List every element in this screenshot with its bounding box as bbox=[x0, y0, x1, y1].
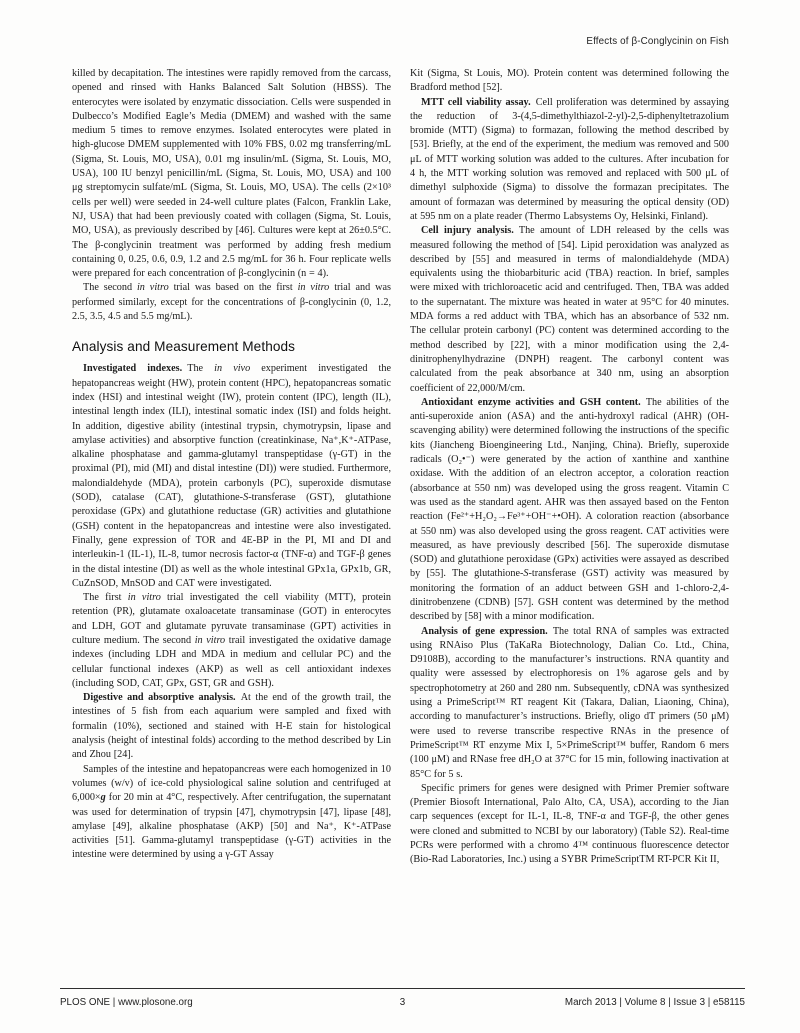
paragraph: Digestive and absorptive analysis. At the end of the growth trail, the intestines of 5 fish from each aquarium were sampled and fixed with formalin (10%), sectioned and stained with H-E stain for histological analysis (height of intestinal folds) according to the method described by Lin and Zhou [24]. bbox=[72, 692, 392, 761]
paragraph: Antioxidant enzyme activities and GSH content. The abilities of the anti-superoxide anion (ASA) and the anti-hydroxyl radical (AHR) (OH-scavenging ability) were determined following the instructions of the specific kits (Jiancheng Bioengineering Ltd., Nanjing, China). Briefly, superoxide radicals (O₂•⁻) were generated by the action of xanthine and xanthine oxidase. With the addition of an electron acceptor, a coloration reaction (absorbance at 550 nm) was developed using the gross reagent. Vitamin C was used as the standard agent. AHR was then assayed based on the Fenton reaction (Fe²⁺+H₂O₂→Fe³⁺+OH⁻+•OH). A coloration reaction (absorbance at 550 nm) was also developed using the gross reagent. CAT activities were measured, as have previously described [56]. The superoxide dismutase (SOD) and glutathione peroxidase (GPx) activities were assayed as described by [55]. The glutathione-S-transferase (GST) activity was measured by monitoring the formation of an adduct between GSH and 1-chloro-2,4-dinitrobenzene (CDNB) [57]. GSH content was determined by the method described by [58] with a minor modification. bbox=[410, 396, 729, 623]
styled-text-run: in vitro bbox=[136, 282, 169, 294]
paragraph: Investigated indexes. The in vivo experiment investigated the hepatopancreas weight (HW), protein content (HPC), hepatopancreas somatic index (HSI) and intestinal weight (IW), protein content (IPC), length (IL), intestinal length index (ILI), intestinal somatic index (ISI) and folds height. In addition, digestive ability (intestinal trypsin, chymotrypsin, lipase and amylase activities) and absorptive function (creatinkinase, Na⁺,K⁺-ATPase, alkaline phosphatase and gamma-glutamyl transpeptidase (γ-GT) in the proximal (PI), mid (MI) and distal intestine (DI)) were studied. Furthermore, malondialdehyde (MDA), protein carbonyls (PC), superoxide dismutase (SOD), catalase (CAT), glutathione-S-transferase (GST), glutathione peroxidase (GPx) and glutathione reductase (GR) activities and glutathione (GSH) content in the hepatopancreas and intestine were also investigated. Finally, gene expression of TOR and 4E-BP in the PI, MI and DI and interleukin-1 (IL-1), IL-8, tumor necrosis factor-α (TNF-α) and TGF-β genes in the distal intestine (DI) as well as the whole intestinal GPx1a, GPx1b, GR, CuZnSOD, MnSOD and CAT were investigated. bbox=[72, 363, 391, 589]
paragraph: Samples of the intestine and hepatopancreas were each homogenized in 10 volumes (w/v) of ice-cold physiological saline solution and centrifuged at 6,000×g for 20 min at 4°C, respectively. After centrifugation, the supernatant was used for determination of trypsin [47], chymotrypsin [47], lipase [48], amylase [49], alkaline phosphatase (AKP) [50] and Na⁺, K⁺-ATPase activities [51]. Gamma-glutamyl transpeptidase (γ-GT) activities in the intestine were determined by using a γ-GT Assay bbox=[72, 763, 391, 861]
paragraph: MTT cell viability assay. Cell proliferation was determined by assaying the reduction of 3-(4,5-dimethylthiazol-2-yl)-2,5-diphenyltetrazolium bromide (MTT) (Sigma) to formazan, following the method described by [53]. Briefly, at the end of the experiment, the medium was removed and 500 μL of MTT working solution was added to the cultures. After incubation for 4 h, the MTT working solution was removed and replaced with 500 μL of dimethyl sulphoxide (Sigma) to dissolve the formazan precipitates. The amount of formazan was determined by measuring the optical density (OD) at 595 nm on a plate reader (Thermo Labsystems Oy, Helsinki, Finland). bbox=[410, 96, 729, 222]
two-column-body bbox=[72, 67, 729, 972]
left-column bbox=[72, 67, 391, 972]
styled-text-run: in vitro bbox=[127, 592, 161, 604]
bold-run-heading: Investigated indexes. bbox=[83, 363, 183, 375]
bold-run-heading: Cell injury analysis. bbox=[421, 225, 514, 237]
page-footer bbox=[60, 988, 745, 1008]
styled-text-run: in vitro bbox=[297, 282, 330, 294]
paragraph: Analysis of gene expression. The total RNA of samples was extracted using RNAiso Plus (TaKaRa Biotechnology, Dalian Co. Ltd., China, D9108B), according to the manufacturer’s instructions. RNA quantity and quality were assessed by electrophoresis on 1% agarose gels and by spectrophotometry at 260 and 280 nm. Subsequently, cDNA was synthesized using a PrimeScript™ RT reagent Kit (Takara, Dalian, Liaoning, China), according to manufacturer’s instructions. Briefly, oligo dT primers (50 μM) were used to reverse transcribe respective RNAs in the presence of PrimeScript™ RT enzyme Mix I, 5×PrimeScript™ buffer, Random 6 mers (100 μM) and RNase free dH₂O at 37°C for 15 min, following inactivation at 85°C for 5 s. bbox=[410, 625, 729, 780]
paragraph: Kit (Sigma, St Louis, MO). Protein content was determined following the Bradford method [52]. bbox=[410, 68, 729, 94]
styled-text-run: S bbox=[523, 568, 529, 580]
section-heading: Analysis and Measurement Methods bbox=[72, 339, 296, 355]
styled-text-run: g bbox=[100, 792, 106, 804]
paragraph: Specific primers for genes were designed with Primer Premier software (Premier Biosoft International, Palo Alto, CA, USA), according to the Jian carp sequences (except for IL-1, IL-8, TNF-α and TGF-β, the other genes were cloned and submitted to NCBI by our laboratory) (Table S2). Real-time PCRs were performed with a chromo 4™ continuous fluorescence detector (Bio-Rad Laboratories, Inc.) using a SYBR PrimeScriptTM RT-PCR Kit II, bbox=[410, 782, 729, 866]
footer-page-number: 3 bbox=[399, 997, 406, 1008]
paragraph: Cell injury analysis. The amount of LDH released by the cells was measured following the method of [54]. Lipid peroxidation was analyzed as described by [55] and measured in terms of malondialdehyde (MDA) equivalents using the thiobarbituric acid (TBA) reaction. In brief, samples were mixed with trichloroacetic acid and centrifuged. Then, TBA was added to the supernatant. The mixture was heated in water at 95°C for 40 minutes. MDA forms a red adduct with TBA, which has an absorbance of 532 nm. The cellular protein carbonyl (PC) content was determined according to the method described by [22], with a minor modification using the 2,4-dinitrophenylhydrazine (DNPH) reagent. The carbonyl content was calculated from the peak absorbance at 340 nm, using an absorption coefficient of 22,000/M/cm. bbox=[410, 225, 729, 394]
running-head: Effects of β-Conglycinin on Fish bbox=[586, 36, 729, 47]
styled-text-run: in vitro bbox=[194, 634, 226, 646]
paragraph: The first in vitro trial investigated the cell viability (MTT), protein retention (PR), glutamate oxaloacetate transaminase (GOT) in enterocytes and LDH, GOT and glutamate pyruvate transaminase (GPT) activities in culture medium. The second in vitro trail investigated the oxidative damage indexes (including LDH and MDA in medium and cellular PC) and the cellular functional indexes (AKP) as well as cell antioxidant indexes (including SOD, CAT, GPx, GST, GR and GSH). bbox=[72, 592, 391, 689]
paragraph: killed by decapitation. The intestines were rapidly removed from the carcass, opened and rinsed with Hanks Balanced Salt Solution (HBSS). The enterocytes were isolated by enzymatic dissociation. Cells were suspended in Dulbecco’s Modified Eagle’s Media (DMEM) and washed with the same medium 5 times to remove enzymes. Isolated enterocytes were plated in high-glucose DMEM supplemented with 10% FBS, 0.02 mg transferring/mL (Sigma, St. Louis, MO, USA), 0.01 mg insulin/mL (Sigma, St. Louis, MO, USA), 100 IU benzyl penicillin/mL (Sigma, St. Louis, MO, USA) and 100 μg streptomycin sulfate/mL (Sigma, St. Louis, MO, USA). The cells (2×10³ cells per well) were seeded in 24-well culture plates (Falcon, Franklin Lake, NJ, USA) that had been previously coated with collagen (Sigma, St. Louis, MO, USA), as previously described by [46]. Cultures were kept at 26±0.5°C. The β-conglycinin treatment was performed by adding fresh medium containing 0, 0.25, 0.6, 0.9, 1.2 and 2.5 mg/mL for 36 h. Four replicate wells were prepared for each concentration of β-conglycinin (n = 4). bbox=[72, 68, 391, 280]
footer-issue-info: March 2013 | Volume 8 | Issue 3 | e58115 bbox=[564, 997, 746, 1008]
paragraph: The second in vitro trial was based on the first in vitro trial and was performed similarly, except for the concentrations of β-conglycinin (0, 1.2, 2.5, 3.5, 4.5 and 5.5 mg/mL). bbox=[72, 282, 391, 323]
styled-text-run: S bbox=[243, 492, 249, 504]
bold-run-heading: Analysis of gene expression. bbox=[421, 625, 548, 637]
right-column bbox=[410, 67, 729, 972]
styled-text-run: in vivo bbox=[214, 363, 251, 375]
bold-run-heading: Digestive and absorptive analysis. bbox=[83, 692, 236, 704]
footer-journal: PLOS ONE | www.plosone.org bbox=[60, 997, 193, 1008]
bold-run-heading: MTT cell viability assay. bbox=[421, 96, 531, 108]
bold-run-heading: Antioxidant enzyme activities and GSH content. bbox=[421, 396, 641, 408]
